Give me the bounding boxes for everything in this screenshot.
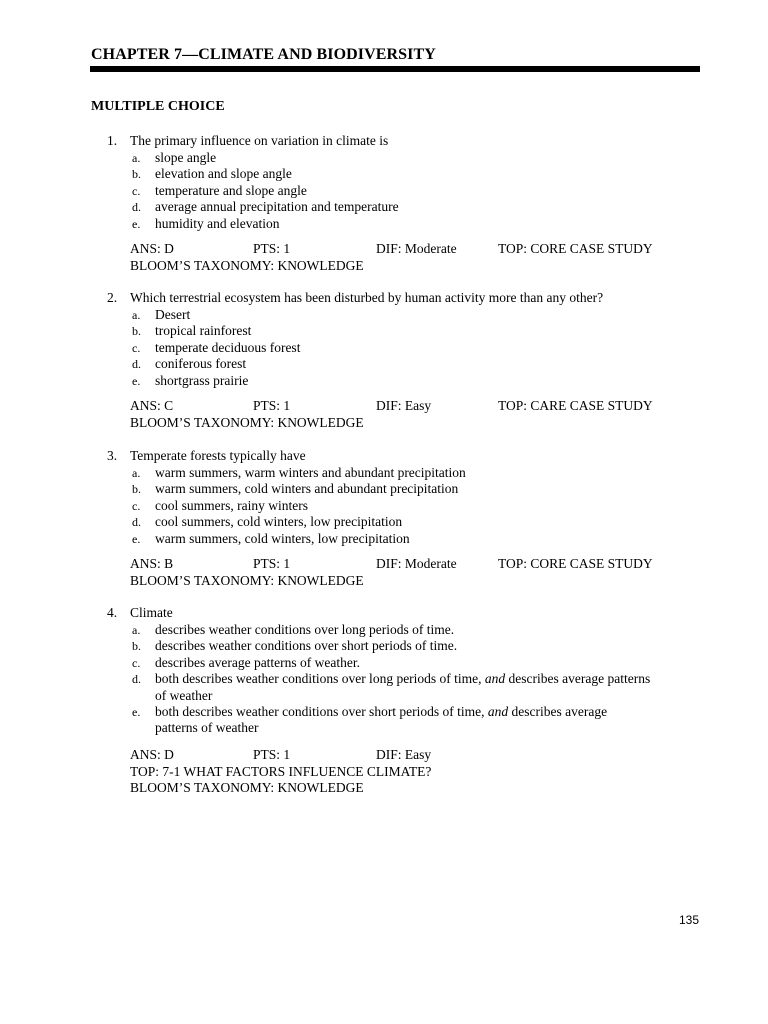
option-e [132, 373, 652, 389]
option-b [132, 638, 652, 654]
answer-row [130, 747, 690, 764]
option-letter: a. [132, 466, 141, 480]
bloom-taxonomy: BLOOM’S TAXONOMY: KNOWLEDGE [130, 780, 364, 796]
topic-row [130, 764, 690, 781]
topic: TOP: CORE CASE STUDY [498, 556, 653, 571]
option-letter: b. [132, 639, 141, 654]
question-number: 4. [107, 605, 118, 620]
points: PTS: 1 [253, 241, 291, 256]
topic: TOP: CARE CASE STUDY [498, 398, 653, 413]
option-text: warm summers, cold winters, low precipitation [155, 530, 410, 546]
option-text-part: describes average patterns of weather [155, 704, 608, 736]
option-b [132, 323, 652, 339]
option-d [132, 199, 652, 215]
option-d [132, 514, 652, 530]
option-text: cool summers, cold winters, low precipitation [155, 514, 403, 530]
title-rule [90, 66, 700, 72]
question-text: The primary influence on variation in climate is [130, 133, 389, 148]
option-e [132, 216, 652, 232]
option-text: coniferous forest [155, 356, 247, 372]
option-text: describes weather conditions over short periods of time. [155, 638, 458, 654]
answer-block-3 [130, 556, 690, 589]
question-text: Climate [130, 605, 173, 620]
option-letter: d. [132, 357, 141, 372]
option-d [132, 671, 652, 704]
points: PTS: 1 [253, 556, 291, 571]
option-list [132, 150, 652, 232]
bloom-taxonomy: BLOOM’S TAXONOMY: KNOWLEDGE [130, 572, 364, 588]
option-list [132, 307, 652, 389]
option-e [132, 531, 652, 547]
option-text-part: both describes weather conditions over long periods of time, [155, 671, 485, 687]
option-a [132, 622, 652, 638]
option-text: describes average patterns of weather. [155, 654, 361, 670]
option-c [132, 498, 652, 514]
points: PTS: 1 [253, 398, 291, 413]
question-text: Which terrestrial ecosystem has been disturbed by human activity more than any other? [130, 290, 604, 305]
difficulty: DIF: Easy [376, 398, 432, 413]
page-number: 135 [679, 913, 700, 927]
option-b [132, 166, 652, 182]
option-letter: e. [132, 216, 141, 231]
option-text: elevation and slope angle [155, 166, 292, 182]
topic: TOP: 7-1 WHAT FACTORS INFLUENCE CLIMATE? [130, 763, 432, 779]
option-text-emphasis: and [484, 671, 506, 687]
points: PTS: 1 [253, 747, 291, 762]
difficulty: DIF: Moderate [376, 556, 457, 571]
option-text: temperate deciduous forest [155, 339, 301, 355]
option-c [132, 183, 652, 199]
option-text: humidity and elevation [155, 215, 280, 231]
question-stem [107, 448, 306, 464]
option-list [132, 465, 652, 547]
option-letter: e. [132, 373, 141, 388]
option-text: warm summers, cold winters and abundant precipitation [155, 481, 459, 497]
option-text: slope angle [155, 150, 217, 165]
question-stem [107, 290, 603, 306]
question-number: 3. [107, 448, 118, 463]
option-a [132, 307, 652, 323]
bloom-row [130, 573, 690, 590]
option-text-part: describes average patterns of weather [155, 671, 651, 703]
option-text: temperature and slope angle [155, 182, 307, 198]
option-text: average annual precipitation and temperature [155, 199, 399, 215]
bloom-taxonomy: BLOOM’S TAXONOMY: KNOWLEDGE [130, 257, 364, 273]
option-letter: c. [132, 183, 141, 198]
option-a [132, 465, 652, 481]
difficulty: DIF: Easy [376, 747, 432, 762]
option-d [132, 356, 652, 372]
topic: TOP: CORE CASE STUDY [498, 241, 653, 256]
answer-row [130, 241, 690, 258]
answer-row [130, 556, 690, 573]
option-text-emphasis: and [487, 704, 509, 720]
option-letter: c. [132, 498, 141, 513]
answer-block-2 [130, 398, 690, 431]
option-text: shortgrass prairie [155, 372, 249, 388]
question-text: Temperate forests typically have [130, 448, 306, 463]
option-letter: b. [132, 324, 141, 339]
bloom-row [130, 415, 690, 432]
question-stem [107, 605, 173, 621]
chapter-title: CHAPTER 7—CLIMATE AND BIODIVERSITY [91, 46, 436, 63]
option-text [155, 704, 652, 737]
option-letter: a. [132, 623, 141, 637]
section-heading: MULTIPLE CHOICE [91, 99, 225, 114]
option-letter: d. [132, 672, 141, 687]
question-number: 1. [107, 133, 118, 148]
option-e [132, 704, 652, 737]
answer-key: ANS: D [130, 747, 174, 762]
option-a [132, 150, 652, 166]
answer-block-1 [130, 241, 690, 274]
option-text-part: both describes weather conditions over short periods of time, [155, 704, 488, 720]
option-letter: b. [132, 482, 141, 497]
option-b [132, 481, 652, 497]
option-text: Desert [155, 307, 191, 322]
option-letter: e. [132, 531, 141, 546]
answer-key: ANS: D [130, 241, 174, 256]
option-c [132, 655, 652, 671]
option-letter: c. [132, 655, 141, 670]
option-c [132, 340, 652, 356]
difficulty: DIF: Moderate [376, 241, 457, 256]
answer-key: ANS: B [130, 556, 174, 571]
option-letter: b. [132, 167, 141, 182]
option-list [132, 622, 652, 737]
question-stem [107, 133, 388, 149]
option-letter: d. [132, 200, 141, 215]
option-text: describes weather conditions over long periods of time. [155, 622, 455, 637]
answer-key: ANS: C [130, 398, 174, 413]
option-text: tropical rainforest [155, 323, 252, 339]
answer-block-4 [130, 747, 690, 797]
option-letter: a. [132, 308, 141, 322]
bloom-row [130, 780, 690, 797]
option-letter: d. [132, 515, 141, 530]
answer-row [130, 398, 690, 415]
option-letter: e. [132, 705, 141, 720]
option-letter: c. [132, 340, 141, 355]
question-number: 2. [107, 290, 118, 305]
option-text: warm summers, warm winters and abundant precipitation [155, 465, 466, 480]
bloom-row [130, 258, 690, 275]
option-text: cool summers, rainy winters [155, 497, 308, 513]
bloom-taxonomy: BLOOM’S TAXONOMY: KNOWLEDGE [130, 414, 364, 430]
option-text [155, 671, 652, 704]
option-letter: a. [132, 151, 141, 165]
